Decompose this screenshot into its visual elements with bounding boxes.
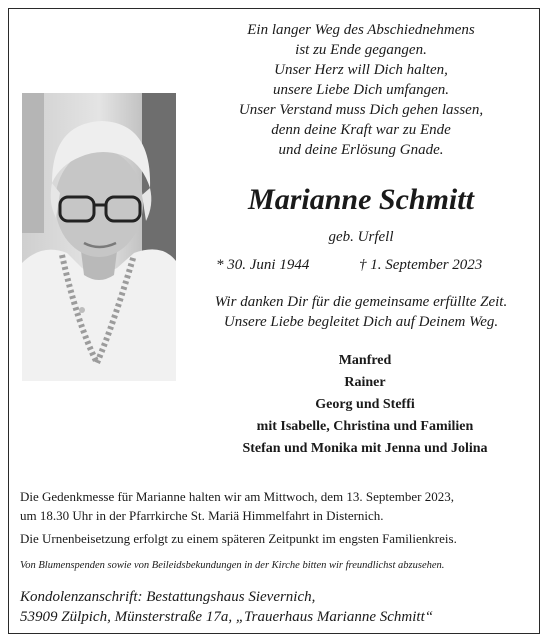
poem-line: und deine Erlösung Gnade. bbox=[278, 142, 444, 158]
address-line: Kondolenzanschrift: Bestattungshaus Sievernich, bbox=[20, 589, 316, 605]
poem-line: Unser Verstand muss Dich gehen lassen, bbox=[238, 102, 484, 118]
deceased-name: Marianne Schmitt bbox=[248, 183, 474, 216]
mourner-line: Manfred bbox=[338, 353, 392, 368]
mourner-line: Georg und Steffi bbox=[315, 397, 415, 412]
mourner-line: mit Isabelle, Christina und Familien bbox=[256, 419, 474, 434]
poem-line: Ein langer Weg des Abschiednehmens bbox=[247, 22, 475, 38]
family-mourners bbox=[200, 350, 530, 460]
poem-line: unsere Liebe Dich umfangen. bbox=[272, 82, 450, 98]
portrait-photo bbox=[22, 93, 176, 381]
condolence-address bbox=[20, 587, 532, 627]
donations-note: Von Blumenspenden sowie von Beileidsbekundungen in der Kirche bitten wir freundlichst abzusehen. bbox=[20, 560, 445, 571]
mourner-line: Rainer bbox=[344, 375, 386, 390]
maiden-name: geb. Urfell bbox=[328, 229, 394, 245]
poem-line: denn deine Kraft war zu Ende bbox=[271, 122, 451, 138]
thanks-text bbox=[196, 292, 526, 332]
poem-line: Unser Herz will Dich halten, bbox=[274, 62, 448, 78]
memorial-mass-line: um 18.30 Uhr in der Pfarrkirche St. Mariä Himmelfahrt in Disternich. bbox=[20, 508, 384, 523]
memorial-mass-line: Die Gedenkmesse für Marianne halten wir am Mittwoch, dem 13. September 2023, bbox=[20, 489, 454, 504]
memorial-poem bbox=[196, 20, 526, 160]
death-date: † 1. September 2023 bbox=[359, 257, 483, 273]
mourner-line: Stefan und Monika mit Jenna und Jolina bbox=[242, 441, 488, 456]
address-line: 53909 Zülpich, Münsterstraße 17a, „Trauerhaus Marianne Schmitt“ bbox=[20, 609, 434, 625]
life-dates bbox=[196, 255, 526, 275]
urn-burial-line: Die Urnenbeisetzung erfolgt zu einem späteren Zeitpunkt im engsten Familienkreis. bbox=[20, 531, 457, 546]
birth-date: * 30. Juni 1944 bbox=[216, 257, 310, 273]
poem-line: ist zu Ende gegangen. bbox=[295, 42, 427, 58]
service-notice bbox=[20, 487, 532, 548]
thanks-line: Wir danken Dir für die gemeinsame erfüllte Zeit. bbox=[214, 294, 508, 310]
thanks-line: Unsere Liebe begleitet Dich auf Deinem Weg. bbox=[223, 314, 499, 330]
